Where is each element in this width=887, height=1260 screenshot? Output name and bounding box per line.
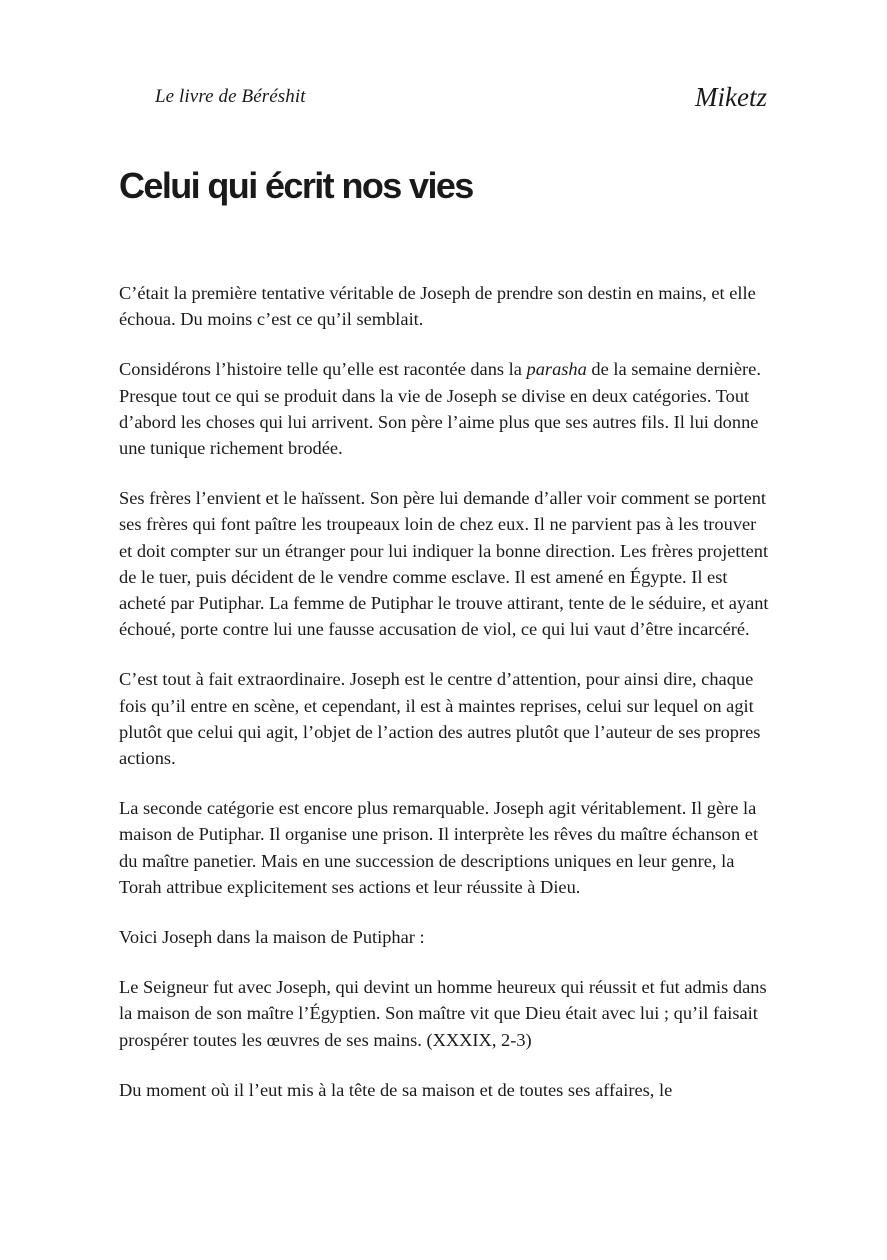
paragraph-2 — [119, 356, 771, 461]
paragraph-2-start: Considérons l’histoire telle qu’elle est racontée dans la — [119, 359, 527, 380]
parasha-name: Miketz — [695, 82, 767, 112]
page-title: Celui qui écrit nos vies — [119, 165, 473, 206]
paragraph-4: C’est tout à fait extraordinaire. Joseph est le centre d’attention, pour ainsi dire, chaque fois qu’il entre en scène, et cependant, il est à maintes reprises, celui sur lequel on agit plutôt que celui qui agit, l’objet de l’action des autres plutôt que l’auteur de ses propres actions. — [119, 669, 761, 769]
paragraph-7: Le Seigneur fut avec Joseph, qui devint un homme heureux qui réussit et fut admis dans la maison de son maître l’Égyptien. Son maître vit que Dieu était avec lui ; qu’il faisait prospérer toutes les œuvres de ses mains. (XXXIX, 2-3) — [119, 977, 767, 1050]
paragraph-6: Voici Joseph dans la maison de Putiphar : — [119, 927, 425, 948]
paragraph-8: Du moment où il l’eut mis à la tête de sa maison et de toutes ses affaires, le — [119, 1079, 673, 1100]
parasha-term: parasha — [526, 359, 587, 380]
paragraph-3: Ses frères l’envient et le haïssent. Son père lui demande d’aller voir comment se portent ses frères qui font paître les troupeaux loin de chez eux. Il ne parvient pas à les trouver et doit compter sur un étranger pour lui indiquer la bonne direction. Les frères projettent de le tuer, puis décident de le vendre comme esclave. Il est amené en Égypte. Il est acheté par Putiphar. La femme de Putiphar le trouve attirant, tente de le séduire, et ayant échoué, porte contre lui une fausse accusation de viol, ce qui lui vaut d’être incarcéré. — [119, 488, 769, 640]
paragraph-5: La seconde catégorie est encore plus remarquable. Joseph agit véritablement. Il gère la maison de Putiphar. Il organise une prison. Il interprète les rêves du maître échanson et du maître panetier. Mais en une succession de descriptions uniques en leur genre, la Torah attribue explicitement ses actions et leur réussite à Dieu. — [119, 798, 759, 897]
body-text — [119, 280, 771, 1127]
paragraph-2-end: de la semaine dernière. Presque tout ce qui se produit dans la vie de Joseph se divise en deux catégories. Tout d’abord les choses qui lui arrivent. Son père l’aime plus que ses autres fils. Il lui donne une tunique richement brodée. — [119, 359, 761, 459]
running-header — [0, 82, 887, 114]
paragraph-1: C’était la première tentative véritable de Joseph de prendre son destin en mains, et elle échoua. Du moins c’est ce qu’il semblait. — [119, 283, 756, 330]
book-title: Le livre de Béréshit — [155, 86, 306, 107]
